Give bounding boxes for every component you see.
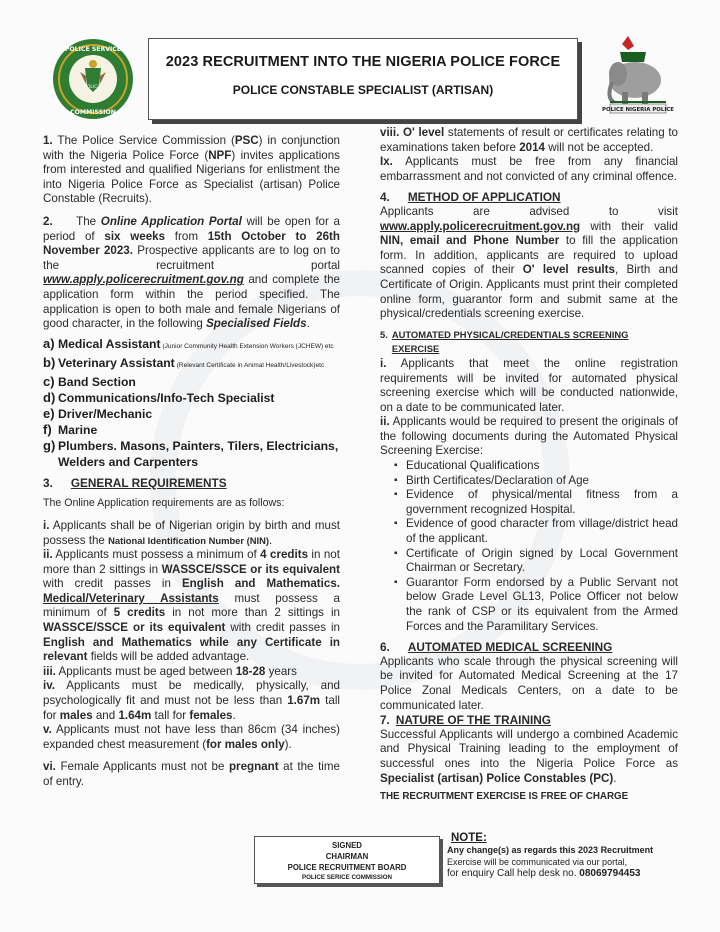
- section-4-text: Applicants are advised to visit www.apply.policerecruitment.gov.ng with their valid NIN, email and Phone Number to fill the application form. In addition, applicants are required to upload scanned copies of their O' level results, Birth and Certificate of Origin. Applicants must print their completed online form, guarantor form and submit same at the physical/credentials screening exercise.: [380, 204, 678, 321]
- right-column: [380, 126, 678, 805]
- left-column: [43, 134, 340, 790]
- field-item: g) Plumbers. Masons, Painters, Tilers, Electricians, Welders and Carpenters: [43, 437, 339, 469]
- psc-seal-icon: [52, 38, 134, 120]
- help-desk-number[interactable]: 08069794453: [579, 868, 641, 879]
- portal-link[interactable]: www.apply.policerecruitment.gov.ng: [43, 273, 244, 287]
- section-5-ii: ii. Applicants would be required to present the originals of the following documents during the Automated Physical Screening Exercise:: [380, 415, 678, 458]
- section-5-heading: 5. AUTOMATED PHYSICAL/CREDENTIALS SCREENING EXERCISE: [380, 328, 629, 355]
- paragraph-2: 2. The Online Application Portal will be open for a period of six weeks from 15th October to 26th November 2023. Prospective applicants are to log on to the recruitment portal www.apply.policerecruitment.gov.ng and complete the application form within the period specified. The application is open to both male and female Nigerians of good character, in the following Specialised Fields.: [43, 214, 341, 331]
- section-3-heading: 3. GENERAL REQUIREMENTS: [43, 475, 227, 490]
- requirement-iii: iii. Applicants must be aged between 18-28 years: [43, 664, 297, 678]
- list-item: ▪ Birth Certificates/Declaration of Age: [380, 474, 678, 489]
- section-5-i: i. Applicants that meet the online registration requirements will be invited for automated physical screening exercise which will be conducted nationwide, on a date to be communicated later.: [380, 356, 678, 414]
- npf-crest-banner: POLICE NIGERIA POLICE: [602, 107, 674, 113]
- psc-seal-center-text: POLICIA: [84, 85, 102, 90]
- section-7-text: Successful Applicants will undergo a combined Academic and Physical Training leading to the employment of successful ones into the Nigeria Police Force as Specialist (artisan) Police Constables (PC).: [380, 727, 678, 785]
- requirement-ii: ii. Applicants must possess a minimum of 4 credits in not more than 2 sittings in WASSCE/SSCE or its equivalent with credit passes in English and Mathematics. Medical/Veterinary Assistants must possess a minimum of 5 credits in not more than 2 sittings in WASSCE/SSCE or its equivalent with credit passes in English and Mathematics while any Certificate in relevant fields will be added advantage.: [43, 548, 341, 664]
- section-6-text: Applicants who scale through the physical screening will be invited for Automated Medical Screening at the 17 Police Zonal Medicals Centers, on a date to be communicated later.: [380, 654, 678, 712]
- free-of-charge-notice: THE RECRUITMENT EXERCISE IS FREE OF CHARGE: [380, 791, 629, 803]
- field-item: f) Marine: [43, 421, 98, 437]
- requirement-vi: vi. Female Applicants must not be pregnant at the time of entry.: [43, 760, 340, 788]
- field-item: c) Band Section: [43, 373, 136, 389]
- note-line-1: Any change(s) as regards this 2023 Recruitment: [447, 845, 654, 855]
- npf-crest-icon: [590, 32, 680, 116]
- list-item: ▪ Evidence of physical/mental fitness from a government recognized Hospital.: [380, 488, 678, 517]
- section-3-intro: The Online Application requirements are as follows:: [43, 497, 285, 510]
- list-item: ▪ Educational Qualifications: [380, 459, 678, 474]
- field-item: d) Communications/Info-Tech Specialist: [43, 389, 275, 405]
- list-item: ▪ Evidence of good character from village/district head of the applicant.: [380, 517, 678, 546]
- signed-commission: POLICE SERICE COMMISSION: [301, 874, 393, 881]
- section-6-heading: 6. AUTOMATED MEDICAL SCREENING: [380, 640, 613, 655]
- note-line-3: for enquiry Call help desk no.: [447, 868, 580, 879]
- signed-board: POLICE RECRUITMENT BOARD: [287, 863, 407, 872]
- specialised-fields-list: [43, 336, 340, 470]
- documents-list: [380, 459, 678, 634]
- requirement-ix: Ix. Applicants must be free from any financial embarrassment and not convicted of any criminal offence.: [380, 155, 678, 183]
- requirement-v: v. Applicants must not have less than 86cm (34 inches) expanded chest measurement (for males only).: [43, 723, 340, 751]
- list-item: ▪ Guarantor Form endorsed by a Public Servant not below Grade Level GL13, Police Officer not below the rank of CSP or its equivalent from the Armed Forces and the Paramilitary Services.: [380, 576, 678, 634]
- title-box: [148, 38, 578, 120]
- signature-box: [254, 836, 440, 884]
- requirement-viii: viii. O' level statements of result or certificates relating to examinations taken before 2014 will not be accepted.: [380, 126, 678, 154]
- list-item: ▪ Certificate of Origin signed by Local Government Chairman or Secretary.: [380, 547, 678, 576]
- field-item: a) Medical Assistant (Junior Community Health Extension Workers (JCHEW) etc: [43, 335, 334, 351]
- field-item: b) Veterinary Assistant (Relevant Certificate in Animal Health/Livestock)etc: [43, 354, 325, 370]
- requirement-i: i. Applicants shall be of Nigerian origin by birth and must possess the National Identification Number (NIN).: [43, 518, 340, 547]
- field-item: e) Driver/Mechanic: [43, 405, 153, 421]
- note-block: [447, 832, 687, 880]
- section-7-heading: 7. NATURE OF THE TRAINING: [380, 713, 551, 728]
- psc-seal-ring-bottom: COMMISSION: [70, 109, 116, 116]
- note-heading: NOTE:: [451, 832, 487, 844]
- signed-label: SIGNED: [332, 841, 362, 850]
- requirement-iv: iv. Applicants must be medically, physically, and psychologically fit and must not be less than 1.67m tall for males and 1.64m tall for females.: [43, 679, 340, 722]
- paragraph-1: 1. The Police Service Commission (PSC) in conjunction with the Nigeria Police Force (NPF) invites applications from interested and qualified Nigerians for enlistment the into Nigeria Police Force as Specialist (artisan) Police Constable (Recruits).: [43, 134, 341, 206]
- section-4-heading: 4. METHOD OF APPLICATION: [380, 190, 561, 205]
- portal-link-2[interactable]: www.apply.policerecruitment.gov.ng: [380, 219, 581, 233]
- page-title: 2023 RECRUITMENT INTO THE NIGERIA POLICE FORCE: [165, 54, 561, 70]
- signed-chairman: CHAIRMAN: [325, 852, 369, 861]
- page-subtitle: POLICE CONSTABLE SPECIALIST (ARTISAN): [232, 83, 494, 97]
- psc-seal-ring-top: POLICE SERVICE: [64, 46, 122, 53]
- note-line-2: Exercise will be communicated via our portal,: [447, 857, 628, 867]
